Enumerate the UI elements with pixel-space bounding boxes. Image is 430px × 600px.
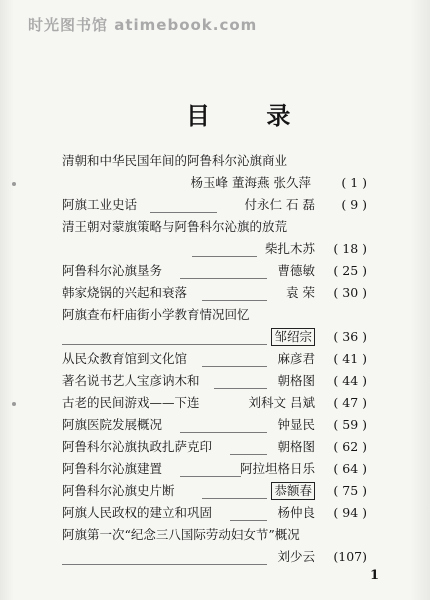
leader-line (202, 300, 267, 301)
toc-entry-page: ( 62 ) (333, 439, 367, 454)
table-of-contents (62, 150, 367, 568)
toc-entry-page: ( 25 ) (333, 263, 367, 278)
leader-line (62, 564, 267, 565)
toc-entry[interactable] (62, 304, 367, 326)
toc-entry-author: 付永仁 石 磊 (244, 197, 315, 212)
toc-entry-page: ( 47 ) (333, 395, 367, 410)
toc-entry[interactable] (62, 392, 367, 414)
toc-entry[interactable] (62, 480, 367, 502)
toc-entry-author: 杨仲良 (277, 505, 315, 520)
toc-entry[interactable] (62, 216, 367, 238)
binding-hole-mark (12, 402, 16, 406)
toc-entry[interactable] (62, 172, 367, 194)
toc-entry-title: 阿鲁科尔沁旗执政扎萨克印 (62, 439, 213, 454)
toc-entry-author: 朝格图 (277, 373, 315, 388)
toc-entry-author: 朝格图 (277, 439, 315, 454)
toc-entry-author: 阿拉坦格日乐 (239, 461, 315, 476)
toc-entry[interactable] (62, 150, 367, 172)
toc-entry-page: ( 41 ) (333, 351, 367, 366)
leader-line (180, 278, 267, 279)
toc-entry-title: 阿鲁科尔沁旗建置 (62, 461, 163, 476)
toc-entry[interactable] (62, 546, 367, 568)
toc-entry-page: ( 18 ) (333, 241, 367, 256)
boxed-author: 恭额春 (271, 482, 315, 500)
toc-entry-title: 清朝和中华民国年间的阿鲁科尔沁旗商业 (62, 153, 288, 168)
toc-entry-title: 阿旗查布杆庙街小学教育情况回忆 (62, 307, 250, 322)
toc-entry-page: ( 64 ) (333, 461, 367, 476)
toc-entry[interactable] (62, 524, 367, 546)
toc-entry-author (271, 326, 315, 348)
toc-entry-title: 清王朝对蒙旗策略与阿鲁科尔沁旗的放荒 (62, 219, 288, 234)
toc-entry-author: 柴扎木苏 (264, 241, 315, 256)
leader-line (180, 432, 267, 433)
toc-entry-title: 阿旗工业史话 (62, 197, 138, 212)
toc-entry-page: ( 44 ) (333, 373, 367, 388)
leader-line (150, 212, 217, 213)
toc-entry-author: 刘科文 吕斌 (248, 395, 315, 410)
toc-entry-page: ( 9 ) (341, 197, 367, 212)
toc-entry-page: ( 30 ) (333, 285, 367, 300)
toc-entry-title: 阿旗人民政权的建立和巩固 (62, 505, 213, 520)
toc-entry-page: ( 1 ) (341, 175, 367, 190)
leader-line (230, 454, 267, 455)
toc-entry-page: (107) (333, 549, 367, 564)
toc-entry[interactable] (62, 260, 367, 282)
boxed-author: 邹绍宗 (271, 328, 315, 346)
toc-entry[interactable] (62, 194, 367, 216)
toc-entry-title: 古老的民间游戏——下连 (62, 395, 200, 410)
toc-entry-author: 刘少云 (277, 549, 315, 564)
toc-entry-author: 曹德敏 (277, 263, 315, 278)
toc-entry-author: 袁 荣 (286, 285, 315, 300)
toc-entry-title: 阿鲁科尔沁旗垦务 (62, 263, 163, 278)
toc-entry[interactable] (62, 370, 367, 392)
toc-entry-author: 钟显民 (277, 417, 315, 432)
toc-entry[interactable] (62, 348, 367, 370)
toc-entry-title: 韩家烧锅的兴起和衰落 (62, 285, 188, 300)
toc-entry[interactable] (62, 238, 367, 260)
toc-entry-page: ( 59 ) (333, 417, 367, 432)
toc-entry[interactable] (62, 282, 367, 304)
leader-line (202, 366, 267, 367)
leader-line (180, 476, 241, 477)
toc-entry-title: 阿鲁科尔沁旗史片断 (62, 483, 175, 498)
toc-entry-page: ( 36 ) (333, 329, 367, 344)
toc-entry[interactable] (62, 458, 367, 480)
toc-entry-title: 阿旗医院发展概况 (62, 417, 163, 432)
page-title: 目 录 (186, 101, 315, 130)
toc-entry-author (271, 480, 315, 502)
toc-entry-title: 从民众教育馆到文化馆 (62, 351, 188, 366)
toc-entry-page: ( 75 ) (333, 483, 367, 498)
binding-hole-mark (12, 182, 16, 186)
page-number: 1 (370, 568, 380, 583)
leader-line (214, 388, 267, 389)
toc-entry-title: 著名说书艺人宝彦讷木和 (62, 373, 200, 388)
leader-line (202, 498, 267, 499)
leader-line (230, 520, 267, 521)
toc-entry-author: 麻彦君 (277, 351, 315, 366)
leader-line (192, 256, 257, 257)
toc-entry-title: 阿旗第一次“纪念三八国际劳动妇女节”概况 (62, 527, 300, 542)
toc-entry[interactable] (62, 436, 367, 458)
toc-entry-author: 杨玉峰 董海燕 张久萍 (190, 175, 311, 190)
toc-entry-page: ( 94 ) (333, 505, 367, 520)
leader-line (62, 344, 267, 345)
toc-entry[interactable] (62, 326, 367, 348)
watermark: 时光图书馆 atimebook.com (28, 16, 258, 34)
toc-entry[interactable] (62, 414, 367, 436)
toc-entry[interactable] (62, 502, 367, 524)
